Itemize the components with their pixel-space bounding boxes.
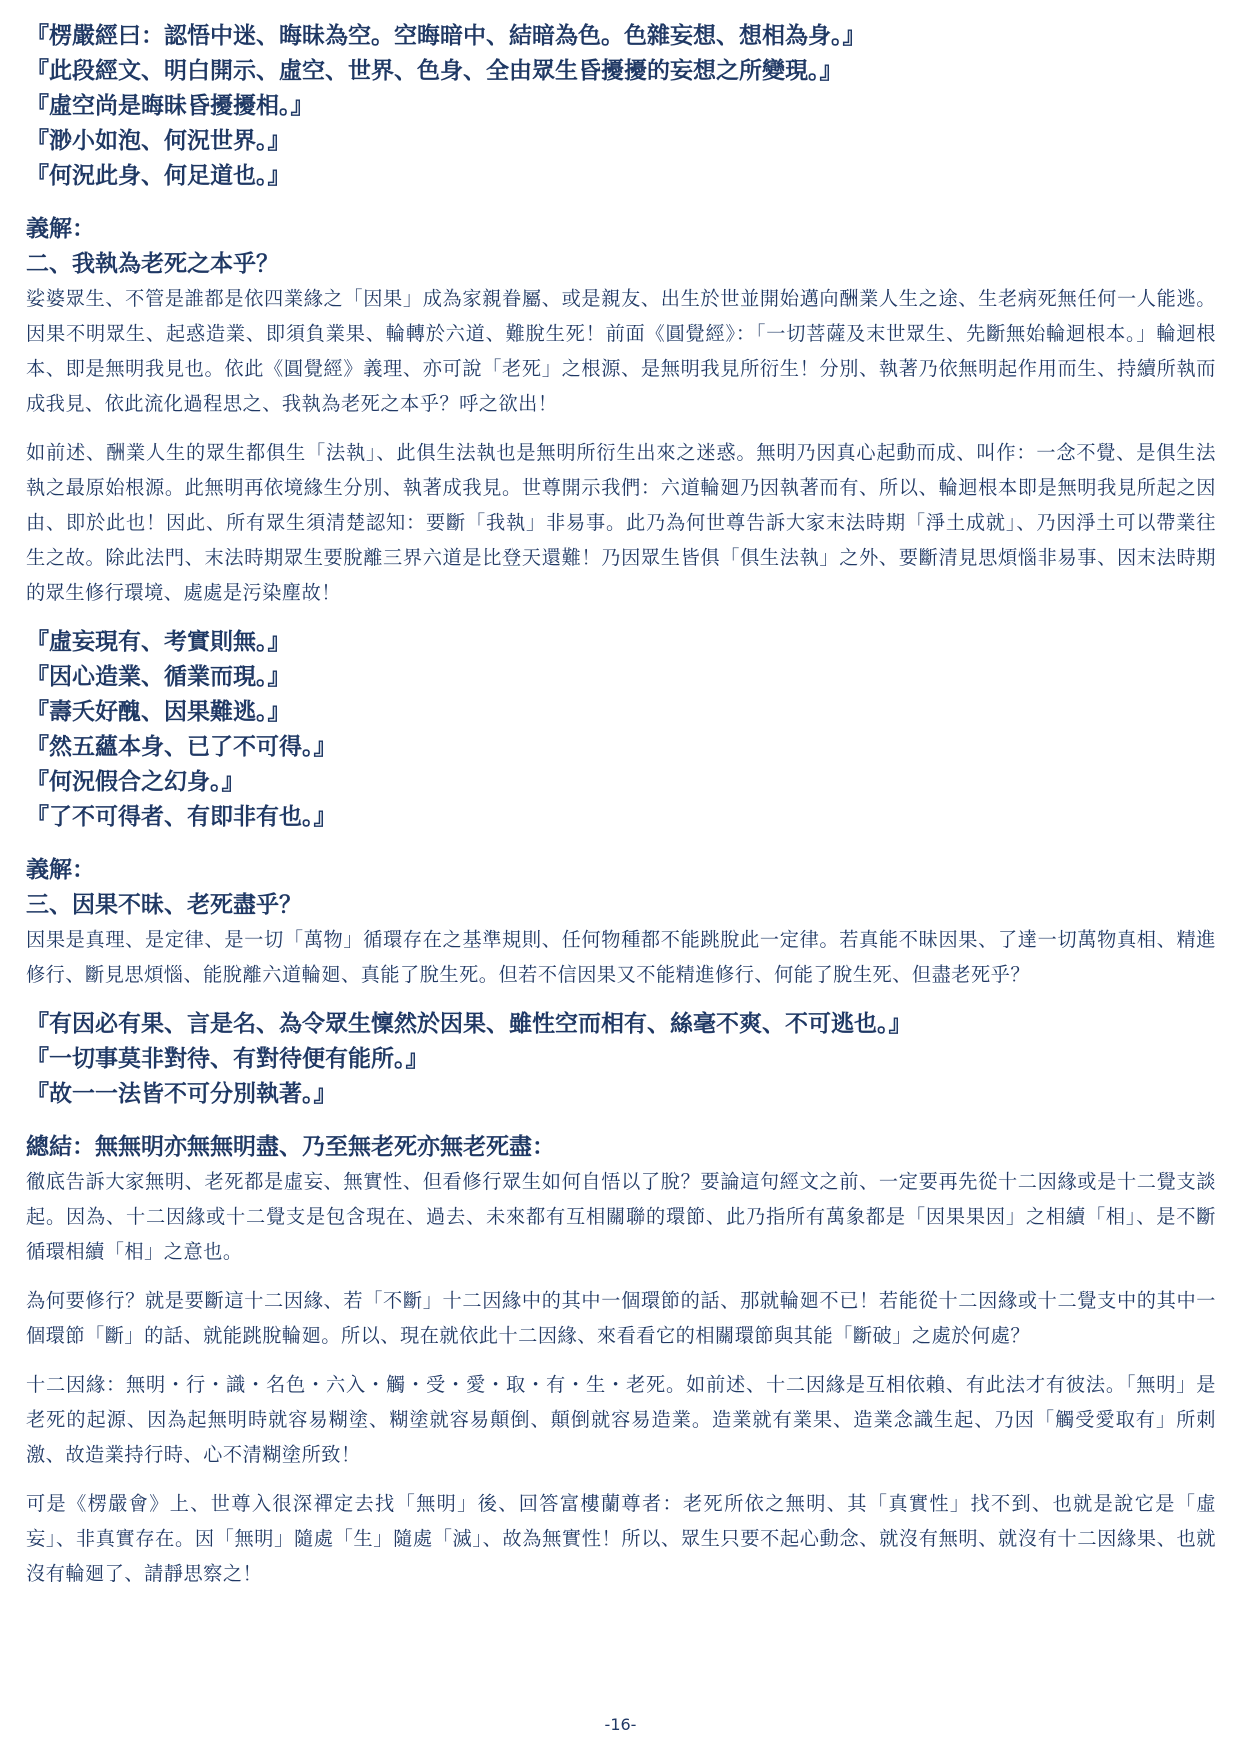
sutra-quote: 『然五蘊本身、已了不可得。』 — [26, 733, 337, 760]
body-paragraph: 徹底告訴大家無明、老死都是虛妄、無實性、但看修行眾生如何自悟以了脫？要論這句經文之前、一定要再先從十二因緣或是十二覺支談起。因為、十二因緣或十二覺支是包含現在、過去、未來都有互相關聯的環節、此乃指所有萬象都是「因果果因」之相續「相」、是不斷循環相續「相」之意也。 — [26, 1170, 1216, 1263]
sutra-quote: 『了不可得者、有即非有也。』 — [26, 803, 337, 830]
document-page — [26, 18, 1216, 1605]
sutra-quote: 『此段經文、明白開示、虛空、世界、色身、全由眾生昏擾擾的妄想之所變現。』 — [26, 57, 843, 84]
body-paragraph: 十二因緣：無明・行・識・名色・六入・觸・受・愛・取・有・生・老死。如前述、十二因緣是互相依賴、有此法才有彼法。「無明」是老死的起源、因為起無明時就容易糊塗、糊塗就容易顛倒、顛倒就容易造業。造業就有業果、造業念識生起、乃因「觸受愛取有」所刺激、故造業持行時、心不清糊塗所致！ — [26, 1373, 1216, 1466]
sutra-quote: 『虛妄現有、考實則無。』 — [26, 628, 291, 655]
body-paragraph: 如前述、酬業人生的眾生都俱生「法執」、此俱生法執也是無明所衍生出來之迷惑。無明乃因真心起動而成、叫作：一念不覺、是俱生法執之最原始根源。此無明再依境緣生分別、執著成我見。世尊開示我們：六道輪廻乃因執著而有、所以、輪迴根本即是無明我見所起之因由、即於此也！因此、所有眾生須清楚認知：要斷「我執」非易事。此乃為何世尊告訴大家末法時期「淨土成就」、乃因淨土可以帶業往生之故。除此法門、末法時期眾生要脫離三界六道是比登天還難！乃因眾生皆俱「俱生法執」之外、要斷清見思煩惱非易事、因末法時期的眾生修行環境、處處是污染塵故！ — [26, 441, 1216, 604]
sutra-quote: 『何況此身、何足道也。』 — [26, 162, 291, 189]
section-two — [26, 211, 1216, 610]
sutra-quote: 『因心造業、循業而現。』 — [26, 663, 291, 690]
page-number: -16- — [604, 1715, 637, 1734]
body-paragraph: 娑婆眾生、不管是誰都是依四業緣之「因果」成為家親眷屬、或是親友、出生於世並開始邁向酬業人生之途、生老病死無任何一人能逃。因果不明眾生、起惑造業、即須負業果、輪轉於六道、難脫生死！前面《圓覺經》：「一切菩薩及末世眾生、先斷無始輪迴根本。」輪迴根本、即是無明我見也。依此《圓覺經》義理、亦可說「老死」之根源、是無明我見所衍生！分別、執著乃依無明起作用而生、持續所執而成我見、依此流化過程思之、我執為老死之本乎？呼之欲出！ — [26, 287, 1216, 415]
quote-block-1 — [26, 18, 1216, 193]
section-three — [26, 852, 1216, 992]
sutra-quote: 『何況假合之幻身。』 — [26, 768, 245, 795]
quote-block-2 — [26, 624, 1216, 834]
sutra-quote: 『壽夭好醜、因果難逃。』 — [26, 698, 291, 725]
section-title: 二、我執為老死之本乎？ — [26, 250, 279, 277]
summary-section — [26, 1129, 1216, 1591]
sutra-quote: 『一切事莫非對待、有對待便有能所。』 — [26, 1045, 429, 1072]
section-title: 三、因果不昧、老死盡乎？ — [26, 891, 302, 918]
body-paragraph: 為何要修行？就是要斷這十二因緣、若「不斷」十二因緣中的其中一個環節的話、那就輪廻不已！若能從十二因緣或十二覺支中的其中一個環節「斷」的話、就能跳脫輪廻。所以、現在就依此十二因緣、來看看它的相關環節與其能「斷破」之處於何處？ — [26, 1289, 1216, 1347]
section-label: 義解： — [26, 215, 95, 242]
summary-title: 總結：無無明亦無無明盡、乃至無老死亦無老死盡： — [26, 1133, 555, 1160]
sutra-quote: 『有因必有果、言是名、為令眾生懍然於因果、雖性空而相有、絲毫不爽、不可逃也。』 — [26, 1010, 912, 1037]
section-label: 義解： — [26, 856, 95, 883]
sutra-quote: 『渺小如泡、何況世界。』 — [26, 127, 291, 154]
body-paragraph: 因果是真理、是定律、是一切「萬物」循環存在之基準規則、任何物種都不能跳脫此一定律。若真能不昧因果、了達一切萬物真相、精進修行、斷見思煩惱、能脫離六道輪廻、真能了脫生死。但若不信因果又不能精進修行、何能了脫生死、但盡老死乎？ — [26, 928, 1216, 986]
quote-block-3 — [26, 1006, 1216, 1111]
body-paragraph: 可是《楞嚴會》上、世尊入很深禪定去找「無明」後、回答富樓蘭尊者：老死所依之無明、其「真實性」找不到、也就是說它是「虛妄」、非真實存在。因「無明」隨處「生」隨處「滅」、故為無實性！所以、眾生只要不起心動念、就沒有無明、就沒有十二因緣果、也就沒有輪廻了、請靜思察之！ — [26, 1492, 1216, 1585]
sutra-quote: 『楞嚴經曰：認悟中迷、晦昧為空。空晦暗中、結暗為色。色雜妄想、想相為身。』 — [26, 22, 866, 49]
sutra-quote: 『故一一法皆不可分別執著。』 — [26, 1080, 337, 1107]
sutra-quote: 『虛空尚是晦昧昏擾擾相。』 — [26, 92, 314, 119]
